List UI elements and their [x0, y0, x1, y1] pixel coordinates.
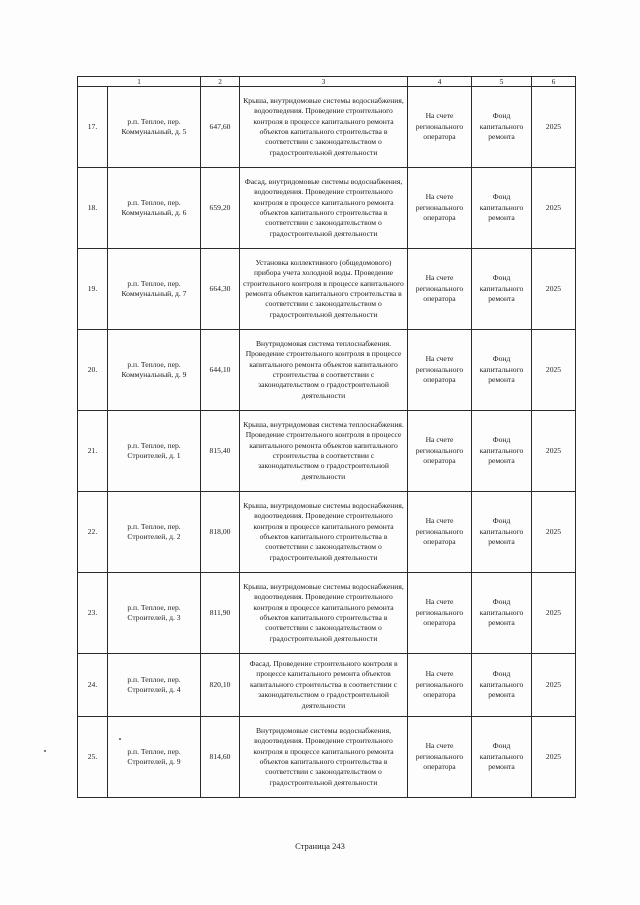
- row-number: 17.: [78, 87, 108, 168]
- account-cell: На счете регионального оператора: [408, 87, 472, 168]
- account-cell: На счете регионального оператора: [408, 492, 472, 573]
- column-number-4: 4: [408, 77, 472, 87]
- repair-plan-table: [77, 76, 576, 798]
- table-row: [78, 330, 576, 411]
- account-cell: На счете регионального оператора: [408, 717, 472, 798]
- column-number-5: 5: [472, 77, 532, 87]
- works-cell: Крыша, внутридомовые системы водоснабжения, водоотведения. Проведение строительного контроля в процессе капитального ремонта объектов капитального строительства в соответствии с законодательством о градостроительной деятельности: [240, 573, 408, 654]
- row-number: 23.: [78, 573, 108, 654]
- row-number: 18.: [78, 168, 108, 249]
- area-cell: 664,30: [201, 249, 240, 330]
- area-cell: 659,20: [201, 168, 240, 249]
- column-number-6: 6: [532, 77, 576, 87]
- account-cell: На счете регионального оператора: [408, 654, 472, 717]
- year-cell: 2025: [532, 87, 576, 168]
- table-row: [78, 87, 576, 168]
- account-cell: На счете регионального оператора: [408, 573, 472, 654]
- account-cell: На счете регионального оператора: [408, 411, 472, 492]
- area-cell: 814,60: [201, 717, 240, 798]
- fund-cell: Фонд капитального ремонта: [472, 87, 532, 168]
- fund-cell: Фонд капитального ремонта: [472, 411, 532, 492]
- column-number-3: 3: [240, 77, 408, 87]
- area-cell: 644,10: [201, 330, 240, 411]
- area-cell: 818,00: [201, 492, 240, 573]
- works-cell: Крыша, внутридомовые системы водоснабжения, водоотведения. Проведение строительного контроля в процессе капитального ремонта объектов капитального строительства в соответствии с законодательством о градостроительной деятельности: [240, 492, 408, 573]
- address-cell: р.п. Теплое, пер. Строителей, д. 4: [108, 654, 201, 717]
- address-cell: р.п. Теплое, пер. Коммунальный, д. 9: [108, 330, 201, 411]
- column-number-1: 1: [78, 77, 201, 87]
- address-cell: р.п. Теплое, пер. Строителей, д. 9: [108, 717, 201, 798]
- column-number-2: 2: [201, 77, 240, 87]
- works-cell: Крыша, внутридомовая система теплоснабжения. Проведение строительного контроля в процессе капитального ремонта объектов капитального строительства в соответствии с законодательством о градостроительной деятельности: [240, 411, 408, 492]
- area-cell: 815,40: [201, 411, 240, 492]
- account-cell: На счете регионального оператора: [408, 249, 472, 330]
- year-cell: 2025: [532, 411, 576, 492]
- column-number-row: [78, 77, 576, 87]
- works-cell: Фасад. Проведение строительного контроля в процессе капитального ремонта объектов капитального строительства в соответствии с законодательством о градостроительной деятельности: [240, 654, 408, 717]
- table-row: [78, 249, 576, 330]
- year-cell: 2025: [532, 654, 576, 717]
- row-number: 20.: [78, 330, 108, 411]
- row-number: 21.: [78, 411, 108, 492]
- address-cell: р.п. Теплое, пер. Строителей, д. 2: [108, 492, 201, 573]
- fund-cell: Фонд капитального ремонта: [472, 330, 532, 411]
- area-cell: 647,60: [201, 87, 240, 168]
- year-cell: 2025: [532, 492, 576, 573]
- fund-cell: Фонд капитального ремонта: [472, 168, 532, 249]
- year-cell: 2025: [532, 249, 576, 330]
- page-number: Страница 243: [295, 841, 345, 851]
- table-row: [78, 717, 576, 798]
- works-cell: Крыша, внутридомовые системы водоснабжения, водоотведения. Проведение строительного контроля в процессе капитального ремонта объектов капитального строительства в соответствии с законодательством о градостроительной деятельности: [240, 87, 408, 168]
- row-number: 24.: [78, 654, 108, 717]
- table-row: [78, 411, 576, 492]
- address-cell: р.п. Теплое, пер. Строителей, д. 1: [108, 411, 201, 492]
- works-cell: Установка коллективного (общедомового) прибора учета холодной воды. Проведение строительного контроля в процессе капитального ремонта объектов капитального строительства в соответствии с законодательством о градостроительной деятельности: [240, 249, 408, 330]
- row-number: 19.: [78, 249, 108, 330]
- area-cell: 820,10: [201, 654, 240, 717]
- row-number: 25.: [78, 717, 108, 798]
- year-cell: 2025: [532, 717, 576, 798]
- works-cell: Фасад, внутридомовые системы водоснабжения, водоотведения. Проведение строительного контроля в процессе капитального ремонта объектов капитального строительства в соответствии с законодательством о градостроительной деятельности: [240, 168, 408, 249]
- address-cell: р.п. Теплое, пер. Коммунальный, д. 6: [108, 168, 201, 249]
- works-cell: Внутридомовые системы водоснабжения, водоотведения. Проведение строительного контроля в процессе капитального ремонта объектов капитального строительства в соответствии с законодательством о градостроительной деятельности: [240, 717, 408, 798]
- fund-cell: Фонд капитального ремонта: [472, 492, 532, 573]
- address-cell: р.п. Теплое, пер. Строителей, д. 3: [108, 573, 201, 654]
- area-cell: 811,90: [201, 573, 240, 654]
- table-row: [78, 573, 576, 654]
- address-cell: р.п. Теплое, пер. Коммунальный, д. 7: [108, 249, 201, 330]
- fund-cell: Фонд капитального ремонта: [472, 249, 532, 330]
- fund-cell: Фонд капитального ремонта: [472, 654, 532, 717]
- row-number: 22.: [78, 492, 108, 573]
- works-cell: Внутридомовая система теплоснабжения. Проведение строительного контроля в процессе капитального ремонта объектов капитального строительства в соответствии с законодательством о градостроительной деятельности: [240, 330, 408, 411]
- scan-speck: [119, 738, 121, 740]
- table-row: [78, 168, 576, 249]
- year-cell: 2025: [532, 573, 576, 654]
- table-row: [78, 492, 576, 573]
- table-row: [78, 654, 576, 717]
- address-cell: р.п. Теплое, пер. Коммунальный, д. 5: [108, 87, 201, 168]
- account-cell: На счете регионального оператора: [408, 330, 472, 411]
- year-cell: 2025: [532, 168, 576, 249]
- year-cell: 2025: [532, 330, 576, 411]
- fund-cell: Фонд капитального ремонта: [472, 717, 532, 798]
- account-cell: На счете регионального оператора: [408, 168, 472, 249]
- scan-speck: [44, 750, 46, 752]
- fund-cell: Фонд капитального ремонта: [472, 573, 532, 654]
